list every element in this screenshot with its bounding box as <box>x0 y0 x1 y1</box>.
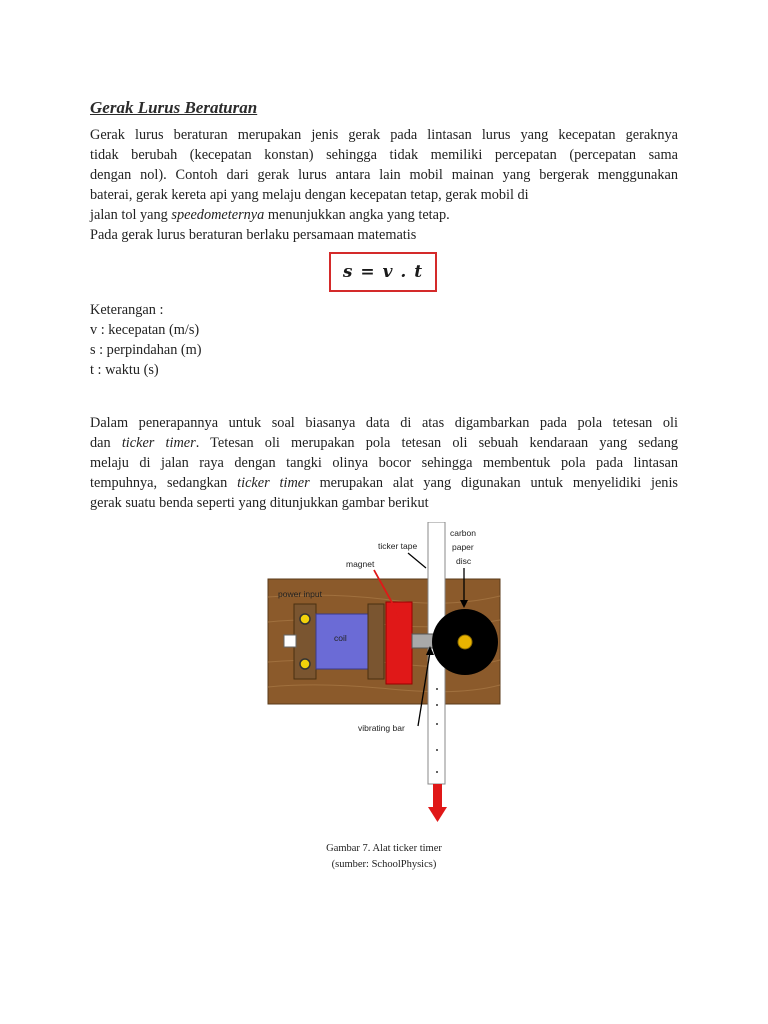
intro-line: dengan nol). Contoh dari gerak lurus antara lain mobil mainan yang bergerak menggunakan <box>90 167 678 183</box>
right-bracket <box>368 604 384 679</box>
terminal-icon <box>300 659 310 669</box>
section-heading: Gerak Lurus Beraturan <box>90 98 258 117</box>
legend-item: s : perpindahan (m) <box>90 342 202 358</box>
magnet-label: magnet <box>346 559 375 569</box>
carbon-paper-label: paper <box>452 542 474 552</box>
intro-line: baterai, gerak kereta api yang melaju dengan kecepatan tetap, gerak mobil di <box>90 187 529 203</box>
vibrating-bar-label: vibrating bar <box>358 723 405 733</box>
caption-line: (sumber: SchoolPhysics) <box>331 859 437 870</box>
carbon-paper-label: carbon <box>450 528 476 538</box>
axle-end <box>284 635 296 647</box>
intro-text: jalan tol yang <box>90 207 172 223</box>
application-line <box>90 473 678 493</box>
tape-dot <box>436 749 438 751</box>
motion-arrow-shaft <box>433 784 442 809</box>
application-line: gerak suatu benda seperti yang ditunjukkan gambar berikut <box>90 495 429 511</box>
application-text: dan <box>90 435 122 451</box>
application-line <box>90 433 678 453</box>
legend-item: t : waktu (s) <box>90 362 159 378</box>
tape-dot <box>436 688 438 690</box>
application-emphasis: ticker timer <box>237 475 310 491</box>
application-text: tempuhnya, sedangkan <box>90 475 238 491</box>
down-arrow-icon <box>428 807 447 822</box>
figure-caption <box>250 841 518 873</box>
power-input-label: power input <box>278 589 322 599</box>
disc-center <box>458 635 472 649</box>
application-text: merupakan alat yang digunakan untuk menyelidiki jenis <box>309 475 678 491</box>
application-line: melaju di jalan raya dengan tangki olinya bocor sehingga membentuk pola pada lintasan <box>90 455 678 471</box>
legend-label: Keterangan : <box>90 302 164 318</box>
intro-paragraph <box>90 125 678 245</box>
tape-dot <box>436 723 438 725</box>
intro-line <box>90 205 678 225</box>
caption-line: Gambar 7. Alat ticker timer <box>326 843 442 854</box>
application-text: . Tetesan oli merupakan pola tetesan oli sebuah kendaraan yang sedang <box>195 435 678 451</box>
tape-dot <box>436 771 438 773</box>
intro-line: Pada gerak lurus beraturan berlaku persamaan matematis <box>90 227 417 243</box>
ticker-tape-label: ticker tape <box>378 541 418 551</box>
ticker-tape-pointer <box>408 553 426 568</box>
intro-line: Gerak lurus beraturan merupakan jenis gerak pada lintasan lurus yang kecepatan geraknya <box>90 127 678 143</box>
intro-line: tidak berubah (kecepatan konstan) sehingga tidak memiliki percepatan (percepatan sama <box>90 147 678 163</box>
application-emphasis: ticker timer <box>121 435 196 451</box>
terminal-icon <box>300 614 310 624</box>
application-line: Dalam penerapannya untuk soal biasanya data di atas digambarkan pada pola tetesan oli <box>90 415 678 431</box>
tape-dot <box>436 704 438 706</box>
legend-item: v : kecepatan (m/s) <box>90 322 200 338</box>
legend-block <box>90 300 202 380</box>
application-paragraph <box>90 413 678 513</box>
formula-box: s = v . t <box>329 252 437 292</box>
carbon-paper-label: disc <box>456 556 472 566</box>
ticker-timer-figure <box>260 522 520 824</box>
intro-text: menunjukkan angka yang tetap. <box>264 207 450 223</box>
coil-label: coil <box>334 633 347 643</box>
intro-emphasis: speedometernya <box>171 207 265 223</box>
